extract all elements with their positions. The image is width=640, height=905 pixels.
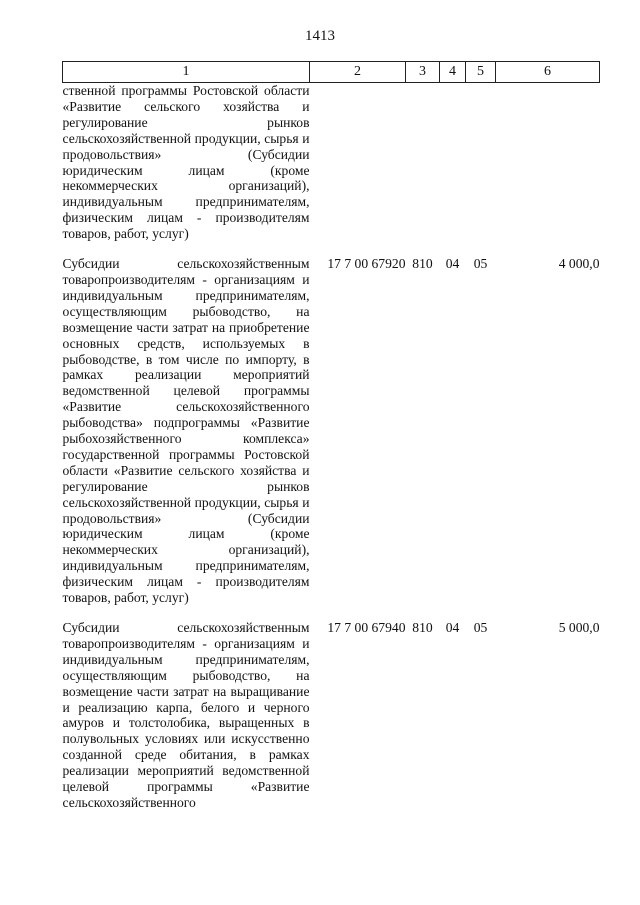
row-description: Субсидии сельскохозяйственным товаропроизводителям - организациям и индивидуальным предпринимателям, осуществляющим рыбоводство, на возмещение части затрат на приобретение основных средств, используемых в рыбоводстве, в том числе по импорту, в рамках реализации мероприятий ведомственной целевой программы «Развитие сельскохозяйственного рыбоводства» подпрограммы «Развитие рыбохозяйственного комплекса» государственной программы Ростовской области «Развитие сельского хозяйства и регулирование рынков сельскохозяйственной продукции, сырья и продовольствия» (Субсидии юридическим лицам (кроме некоммерческих организаций), индивидуальным предпринимателям, физическим лицам - производителям товаров, работ, услуг): [62, 256, 310, 606]
row-expense-type: 810: [412, 256, 433, 272]
table-body: [63, 83, 600, 811]
row-subsection: 05: [473, 620, 488, 635]
row-amount: 5 000,0: [558, 620, 600, 635]
row-target-code: 17 7 00 67940: [327, 620, 406, 635]
page-number: 1413: [305, 28, 335, 44]
row-expense-type: 810: [412, 620, 433, 635]
row-expense-type: [406, 83, 440, 243]
row-description: ственной программы Ростовской области «Развитие сельского хозяйства и регулирование рынков сельскохозяйственной продукции, сырья и продовольствия» (Субсидии юридическим лицам (кроме некоммерческих организаций), индивидуальным предпринимателям, физическим лицам - производителям товаров, работ, услуг): [62, 83, 310, 242]
header-col-2: 2: [310, 62, 406, 83]
header-col-6: 6: [496, 62, 600, 83]
budget-table: [62, 61, 600, 811]
row-amount: [496, 83, 600, 243]
row-subsection: 05: [473, 256, 488, 272]
header-col-4: 4: [440, 62, 466, 83]
header-col-1: 1: [63, 62, 310, 83]
header-col-3: 3: [406, 62, 440, 83]
row-description: Субсидии сельскохозяйственным товаропроизводителям - организациям и индивидуальным предпринимателям, осуществляющим рыбоводство, на возмещение части затрат на выращивание и реализацию карпа, белого и черного амуров и толстолобика, выращенных в полувольных условиях или искусственно созданной среде обитания, в рамках реализации мероприятий ведомственной целевой программы «Развитие сельскохозяйственного: [62, 620, 310, 810]
header-col-5: 5: [466, 62, 496, 83]
row-subsection: [466, 83, 496, 243]
row-amount: 4 000,0: [558, 256, 600, 272]
row-section: 04: [445, 620, 460, 635]
row-section: 04: [445, 256, 460, 272]
row-section: [440, 83, 466, 243]
row-target-code: [310, 83, 406, 243]
table-header: [63, 62, 600, 83]
header-row: [63, 62, 600, 83]
row-target-code: 17 7 00 67920: [327, 256, 406, 272]
table-row: [63, 83, 600, 243]
table-row: [63, 256, 600, 606]
table-row: [63, 620, 600, 811]
